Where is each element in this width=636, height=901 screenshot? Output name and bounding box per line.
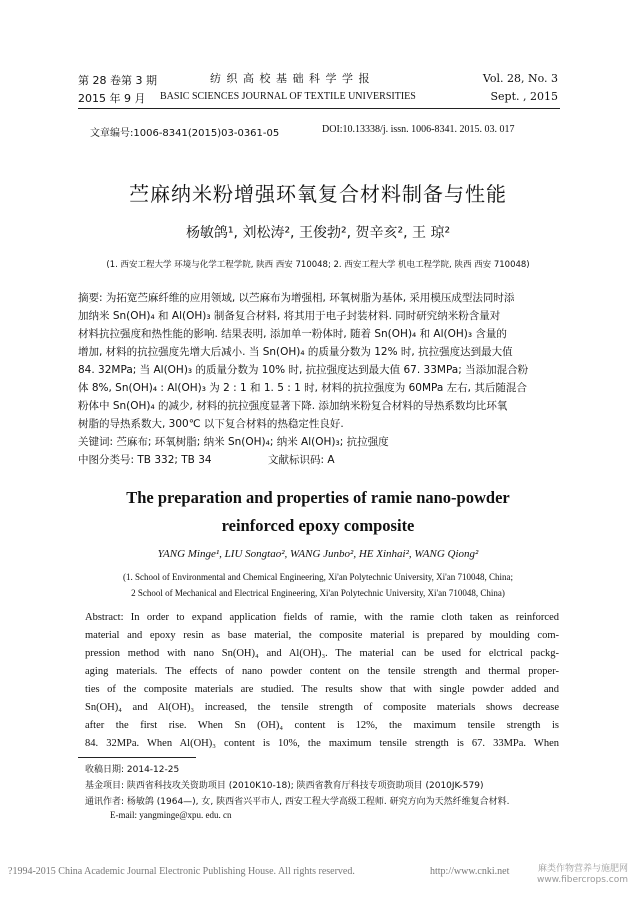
abstract-en-line: material and epoxy resin as base material, the composite material is prepared by moulding com- [85,630,559,641]
site-watermark: 麻类作物营养与施肥网 www.fibercrops.com [537,864,628,885]
received-date: 收稿日期: 2014-12-25 [85,765,180,775]
affiliation-en-line-1: (1. School of Environmental and Chemical Engineering, Xi'an Polytechnic University, Xi'an 710048, China; [122,572,514,582]
classification-number: 中图分类号: TB 332; TB 34 [78,454,212,466]
doi: DOI:10.13338/j. issn. 1006-8341. 2015. 03. 017 [322,124,515,135]
abstract-cn-line: 粉体中 Sn(OH)₄ 的减少, 材料的抗拉强度显著下降. 添加纳米粉复合材料的导热系数均比环氧 [78,400,508,412]
abstract-cn-line: 体 8%, Sn(OH)₄ : Al(OH)₃ 为 2 : 1 和 1. 5 : 1 时, 材料的抗拉强度为 60MPa 左右, 其后随混合 [78,382,527,394]
journal-name-cn: 纺 织 高 校 基 础 科 学 学 报 [210,72,371,85]
abstract-en-line: Abstract: In order to expand application fields of ramie, with the ramie cloth taken as reinforced [85,612,559,623]
authors-en: YANG Minge¹, LIU Songtao², WANG Junbo², HE Xinhai², WANG Qiong² [157,548,479,560]
abstract-cn-line: 材料抗拉强度和热性能的影响. 结果表明, 添加单一粉体时, 随着 Sn(OH)₄ 和 Al(OH)₃ 含量的 [78,328,507,340]
abstract-cn-line: 84. 32MPa; 当 Al(OH)₃ 的质量分数为 10% 时, 抗拉强度达到最大值 67. 33MPa; 当添加混合粉 [78,364,529,376]
volume-number: Vol. 28, No. 3 [482,72,558,85]
abstract-en-line: Sn(OH)₄ and Al(OH)₃ increased, the tensile strength of composite materials shows decrease [85,702,559,713]
abstract-en-line: ties of the composite materials are studied. The results show that with single powder added and [85,684,559,695]
abstract-en-line: pression method with nano Sn(OH)₄ and Al(OH)₃. The material can be used for elctrical packg- [85,648,559,659]
cnki-url: http://www.cnki.net [430,866,510,877]
keywords-cn: 关键词: 苎麻布; 环氧树脂; 纳米 Sn(OH)₄; 纳米 Al(OH)₃; 抗拉强度 [78,436,389,448]
abstract-cn-line: 增加, 材料的抗拉强度先增大后减小. 当 Sn(OH)₄ 的质量分数为 12% 时, 抗拉强度达到最大值 [78,346,513,358]
abstract-cn-line: 树脂的导热系数大, 300℃ 以下复合材料的热稳定性良好. [78,418,344,430]
abstract-cn-line: 摘要: 为拓宽苎麻纤维的应用领域, 以苎麻布为增强相, 环氧树脂为基体, 采用模压成型法同时添 [78,292,515,304]
affiliation-cn: (1. 西安工程大学 环境与化学工程学院, 陕西 西安 710048; 2. 西安工程大学 机电工程学院, 陕西 西安 710048) [106,260,530,270]
title-cn: 苎麻纳米粉增强环氧复合材料制备与性能 [129,182,507,206]
issue-info: 第 28 卷第 3 期 [78,74,157,87]
abstract-en-line: 84. 32MPa. When Al(OH)₃ content is 10%, the maximum tensile strength is 67. 33MPa. When [85,738,559,749]
title-en-line-1: The preparation and properties of ramie nano-powder [126,488,510,507]
document-code: 文献标识码: A [268,454,335,466]
abstract-cn-line: 加纳米 Sn(OH)₄ 和 Al(OH)₃ 制备复合材料, 将其用于电子封装材料. 同时研究纳米粉含量对 [78,310,501,322]
funding-info: 基金项目: 陕西省科技攻关资助项目 (2010K10-18); 陕西省教育厅科技专项资助项目 (2010JK-579) [85,781,484,791]
copyright-notice: ?1994-2015 China Academic Journal Electronic Publishing House. All rights reserved. [8,866,355,877]
abstract-en-line: after the first rise. When Sn (OH)₄ content is 12%, the maximum tensile strength is [85,720,559,731]
publication-month: Sept. , 2015 [490,90,558,103]
affiliation-en-line-2: 2 School of Mechanical and Electrical Engineering, Xi'an Polytechnic University, Xi'an 710048, China) [131,588,505,598]
issue-date: 2015 年 9 月 [78,92,146,105]
title-en-line-2: reinforced epoxy composite [221,516,415,535]
authors-cn: 杨敏鸽¹, 刘松涛², 王俊勃², 贺辛亥², 王 琼² [185,225,451,241]
corresponding-author: 通讯作者: 杨敏鸽 (1964—), 女, 陕西省兴平市人, 西安工程大学高级工程师. 研究方向为天然纤维复合材料. [85,797,510,807]
header-rule [78,108,560,109]
author-email: E-mail: yangminge@xpu. edu. cn [110,810,232,820]
footnote-rule [78,757,196,758]
article-number: 文章编号:1006-8341(2015)03-0361-05 [90,128,280,139]
abstract-en-line: aging materials. The effects of nano powder content on the tensile strength and thermal proper- [85,666,559,677]
journal-name-en: BASIC SCIENCES JOURNAL OF TEXTILE UNIVERSITIES [160,91,416,102]
